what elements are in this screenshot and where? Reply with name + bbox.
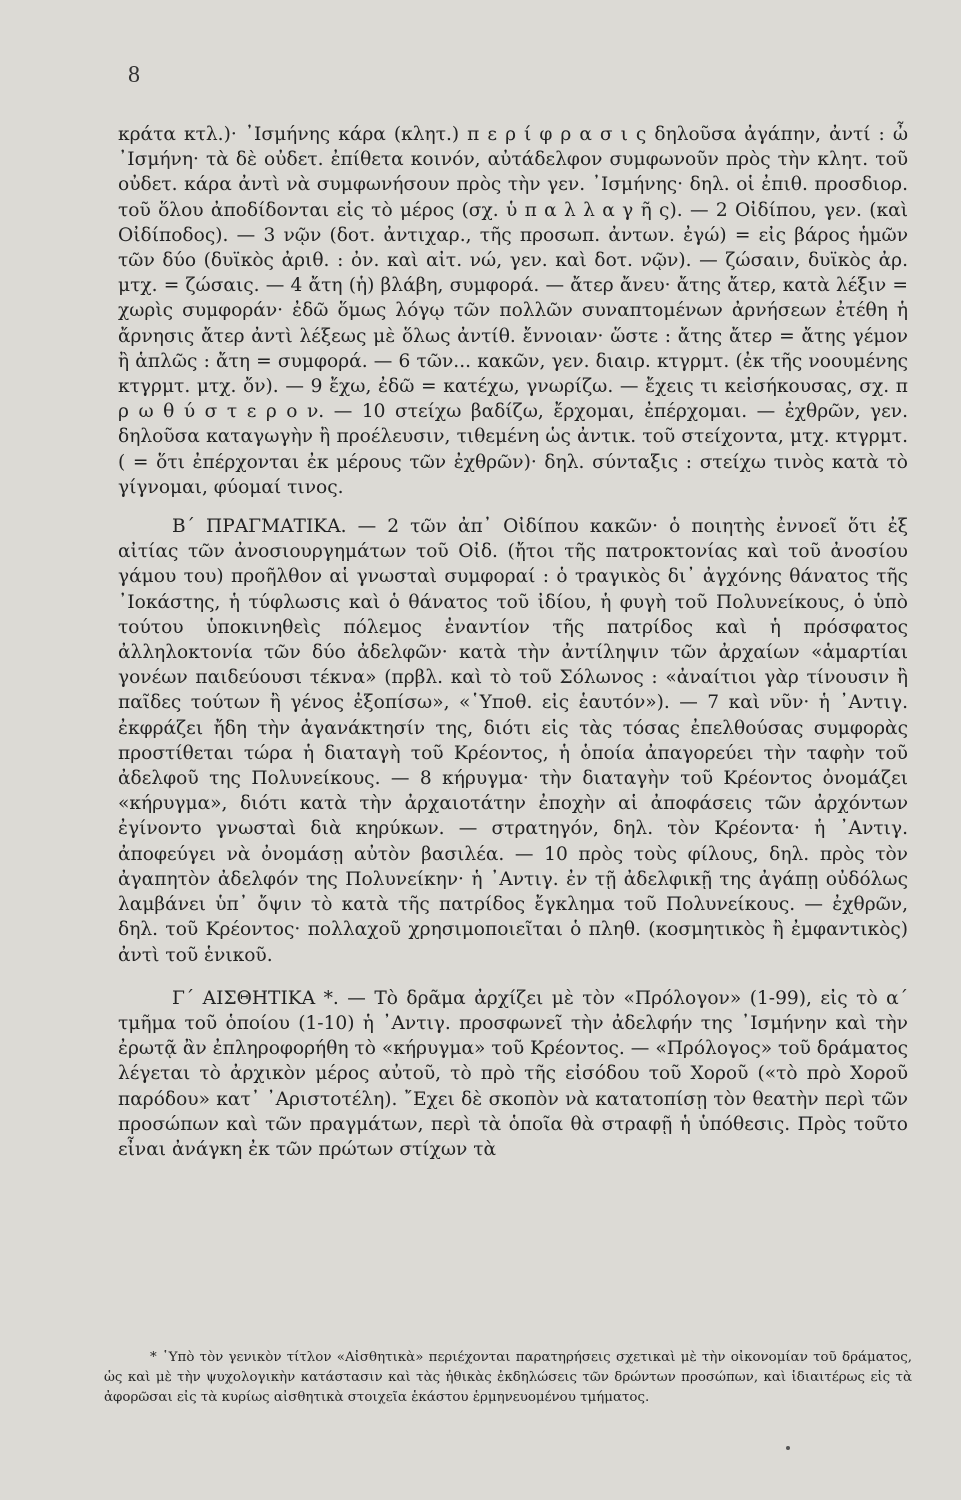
pragmatika-paragraph: Β΄ ΠΡΑΓΜΑΤΙΚΑ. — 2 τῶν ἀπ᾿ Οἰδίπου κακῶν· ὁ ποιητὴς ἐννοεῖ ὅτι ἐξ αἰτίας τῶν ἀνοσιουργημάτων τοῦ Οἰδ. (ἤτοι τῆς πατροκτονίας καὶ τοῦ ἀνοσίου γάμου του) προῆλθον αἱ γνωσταὶ συμφοραί : ὁ τραγικὸς δι᾿ ἀγχόνης θάνατος τῆς ᾿Ιοκάστης, ἡ τύφλωσις καὶ ὁ θάνατος τοῦ ἰδίου, ἡ φυγὴ τοῦ Πολυνείκους, ὁ ὑπὸ τούτου ὑποκινηθεὶς πόλεμος ἐναντίον τῆς πατρίδος καὶ ἡ πρόσφατος ἀλληλοκτονία τῶν δύο ἀδελφῶν· κατὰ τὴν ἀντίληψιν τῶν ἀρχαίων «ἁμαρτίαι γονέων παιδεύουσι τέκνα» (πρβλ. καὶ τὸ τοῦ Σόλωνος : «ἀναίτιοι γὰρ τίνουσιν ἢ παῖδες τούτων ἢ γένος ἐξοπίσω», «῾Υποθ. εἰς ἑαυτόν»). — 7 καὶ νῦν· ἡ ᾿Αντιγ. ἐκφράζει ἤδη τὴν ἀγανάκτησίν της, διότι εἰς τὰς τόσας ἐπελθούσας συμφορὰς προστίθεται τώρα ἡ διαταγὴ τοῦ Κρέοντος, ἡ ὁποία ἀπαγορεύει τὴν ταφὴν τοῦ ἀδελφοῦ της Πολυνείκους. — 8 κήρυγμα· τὴν διαταγὴν τοῦ Κρέοντος ὀνομάζει «κήρυγμα», διότι κατὰ τὴν ἀρχαιοτάτην ἐποχὴν αἱ ἀποφάσεις τῶν ἀρχόντων ἐγίνοντο γνωσταὶ διὰ κηρύκων. — στρατηγόν, δηλ. τὸν Κρέοντα· ἡ ᾿Αντιγ. ἀποφεύγει νὰ ὀνομάσῃ αὐτὸν βασιλέα. — 10 πρὸς τοὺς φίλους, δηλ. πρὸς τὸν ἀγαπητὸν ἀδελφόν της Πολυνείκην· ἡ ᾿Αντιγ. ἐν τῇ ἀδελφικῇ της ἀγάπῃ οὐδόλως λαμβάνει ὑπ᾿ ὄψιν τὸ κατὰ τῆς πατρίδος ἔγκλημα τοῦ Πολυνείκους. — ἐχθρῶν, δηλ. τοῦ Κρέοντος· πολλαχοῦ χρησιμοποιεῖται ὁ πληθ. (κοσμητικὸς ἢ ἐμφαντικὸς) ἀντὶ τοῦ ἑνικοῦ. [118, 516, 908, 966]
aisthitika-paragraph: Γ΄ ΑΙΣΘΗΤΙΚΑ *. — Τὸ δρᾶμα ἀρχίζει μὲ τὸν «Πρόλογον» (1-99), εἰς τὸ α΄ τμῆμα τοῦ ὁποίου (1-10) ἡ ᾿Αντιγ. προσφωνεῖ τὴν ἀδελφήν της ᾿Ισμήνην καὶ τὴν ἐρωτᾷ ἂν ἐπληροφορήθη τὸ «κήρυγμα» τοῦ Κρέοντος. — «Πρόλογος» τοῦ δράματος λέγεται τὸ ἀρχικὸν μέρος αὐτοῦ, τὸ πρὸ τῆς εἰσόδου τοῦ Χοροῦ («τὸ πρὸ Χοροῦ παρόδου» κατ᾿ ᾿Αριστοτέλη). ῎Εχει δὲ σκοπὸν νὰ κατατοπίσῃ τὸν θεατὴν περὶ τῶν προσώπων καὶ τῶν πραγμάτων, περὶ τὰ ὁποῖα θὰ στραφῇ ἡ ὑπόθεσις. Πρὸς τοῦτο εἶναι ἀνάγκη ἐκ τῶν πρώτων στίχων τὰ [118, 987, 908, 1160]
commentary-body [118, 122, 908, 1162]
footnote: * ῾Υπὸ τὸν γενικὸν τίτλον «Αἰσθητικὰ» περιέχονται παρατηρήσεις σχετικαὶ μὲ τὴν οἰκονομίαν τοῦ δράματος, ὡς καὶ μὲ τὴν ψυχολογικὴν κατάστασιν καὶ τὰς ἠθικὰς ἐκδηλώσεις τῶν δρώντων προσώπων, καὶ ἰδιαιτέρως εἰς τὰ ἀφορῶσαι εἰς τὰ κυρίως αἰσθητικὰ στοιχεῖα ἑκάστου ἑρμηνευομένου τμήματος. [104, 1350, 912, 1405]
grammatical-notes-paragraph: κράτα κτλ.)· ᾿Ισμήνης κάρα (κλητ.) π ε ρ ί φ ρ α σ ι ς δηλοῦσα ἀγάπην, ἀντί : ὦ ᾿Ισμήνη· τὰ δὲ οὐδετ. ἐπίθετα κοινόν, αὐτάδελφον συμφωνοῦν πρὸς τὴν κλητ. τοῦ οὐδετ. κάρα ἀντὶ νὰ συμφωνήσουν πρὸς τὴν γεν. ᾿Ισμήνης· δηλ. οἱ ἐπιθ. προσδιορ. τοῦ ὅλου ἀποδίδονται εἰς τὸ μέρος (σχ. ὑ π α λ λ α γ ῆ ς). — 2 Οἰδίπου, γεν. (καὶ Οἰδίποδος). — 3 νῷν (δοτ. ἀντιχαρ., τῆς προσωπ. ἀντων. ἐγώ) = εἰς βάρος ἡμῶν τῶν δύο (δυϊκὸς ἀριθ. : ὀν. καὶ αἰτ. νώ, γεν. καὶ δοτ. νῷν). — ζώσαιν, δυϊκὸς ἀρ. μτχ. = ζώσαις. — 4 ἄτη (ἡ) βλάβη, συμφορά. — ἄτερ ἄνευ· ἄτης ἄτερ, κατὰ λέξιν = χωρὶς συμφοράν· ἐδῶ ὅμως λόγῳ τῶν πολλῶν συναπτομένων ἀρνήσεων ἐτέθη ἡ ἄρνησις ἄτερ ἀντὶ λέξεως μὲ ὅλως ἀντίθ. ἔννοιαν· ὥστε : ἄτης ἄτερ = ἄτης γέμον ἢ ἁπλῶς : ἄτη = συμφορά. — 6 τῶν... κακῶν, γεν. διαιρ. κτγρμτ. (ἐκ τῆς νοουμένης κτγρμτ. μτχ. ὄν). — 9 ἔχω, ἐδῶ = κατέχω, γνωρίζω. — ἔχεις τι κεἰσήκουσας, σχ. π ρ ω θ ύ σ τ ε ρ ο ν. — 10 στείχω βαδίζω, ἔρχομαι, ἐπέρχομαι. — ἐχθρῶν, γεν. δηλοῦσα καταγωγὴν ἢ προέλευσιν, τιθεμένη ὡς ἀντικ. τοῦ στείχοντα, μτχ. κτγρμτ. ( = ὅτι ἐπέρχονται ἐκ μέρους τῶν ἐχθρῶν)· δηλ. σύνταξις : στείχω τινὸς κατὰ τὸ γίγνομαι, φύομαί τινος. [118, 124, 908, 498]
page-number: 8 [128, 62, 140, 88]
print-speck [786, 1446, 790, 1450]
